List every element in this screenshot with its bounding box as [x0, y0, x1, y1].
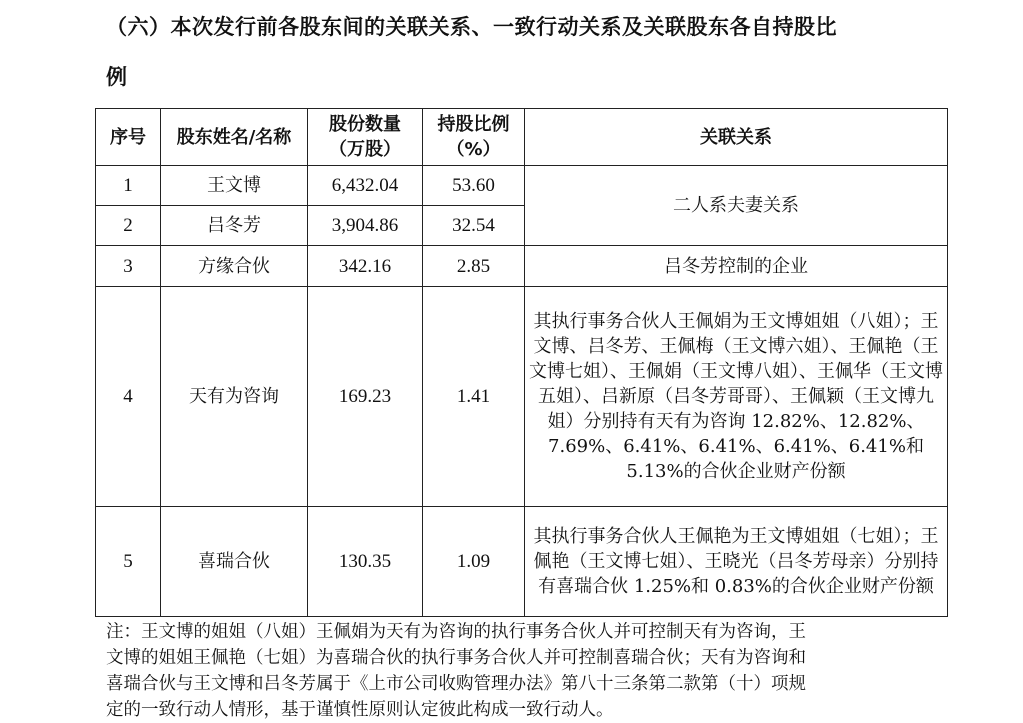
cell-seq: 3 — [96, 246, 161, 287]
cell-name: 王文博 — [161, 166, 308, 206]
cell-ratio: 1.09 — [423, 507, 525, 617]
table-row — [96, 287, 948, 507]
header-seq: 序号 — [96, 109, 161, 166]
cell-seq: 5 — [96, 507, 161, 617]
cell-relation-merged: 二人系夫妻关系 — [525, 166, 948, 246]
cell-relation: 吕冬芳控制的企业 — [525, 246, 948, 287]
table-footnote — [106, 619, 938, 723]
cell-name: 喜瑞合伙 — [161, 507, 308, 617]
footnote-line-2: 文博的姐姐王佩艳（七姐）为喜瑞合伙的执行事务合伙人并可控制喜瑞合伙；天有为咨询和 — [106, 648, 806, 668]
footnote-line-1: 注：王文博的姐姐（八姐）王佩娟为天有为咨询的执行事务合伙人并可控制天有为咨询，王 — [106, 622, 806, 642]
footnote-line-3: 喜瑞合伙与王文博和吕冬芳属于《上市公司收购管理办法》第八十三条第二款第（十）项规 — [106, 674, 806, 694]
cell-seq: 2 — [96, 206, 161, 246]
cell-seq: 4 — [96, 287, 161, 507]
header-shares: 股份数量（万股） — [308, 109, 423, 166]
section-heading — [106, 2, 966, 102]
cell-name: 方缘合伙 — [161, 246, 308, 287]
cell-ratio: 32.54 — [423, 206, 525, 246]
cell-name: 天有为咨询 — [161, 287, 308, 507]
footnote-line-4: 定的一致行动人情形，基于谨慎性原则认定彼此构成一致行动人。 — [106, 700, 614, 720]
cell-shares: 169.23 — [308, 287, 423, 507]
header-name: 股东姓名/名称 — [161, 109, 308, 166]
header-relation: 关联关系 — [525, 109, 948, 166]
table-row — [96, 246, 948, 287]
cell-relation: 其执行事务合伙人王佩艳为王文博姐姐（七姐）；王佩艳（王文博七姐）、王晓光（吕冬芳母亲）分别持有喜瑞合伙 1.25%和 0.83%的合伙企业财产份额 — [525, 507, 948, 617]
shareholder-table — [95, 108, 948, 617]
cell-name: 吕冬芳 — [161, 206, 308, 246]
cell-shares: 342.16 — [308, 246, 423, 287]
cell-seq: 1 — [96, 166, 161, 206]
cell-ratio: 53.60 — [423, 166, 525, 206]
header-ratio: 持股比例（%） — [423, 109, 525, 166]
heading-line-2: 例 — [106, 65, 128, 89]
cell-ratio: 2.85 — [423, 246, 525, 287]
cell-shares: 3,904.86 — [308, 206, 423, 246]
table-row — [96, 507, 948, 617]
cell-relation: 其执行事务合伙人王佩娟为王文博姐姐（八姐）；王文博、吕冬芳、王佩梅（王文博六姐）、王佩艳（王文博七姐）、王佩娟（王文博八姐）、王佩华（王文博五姐）、吕新原（吕冬芳哥哥）、王佩颖（王文博九姐）分别持有天有为咨询 12.82%、12.82%、7.69%、6.41%、6.41%、6.41%、6.41%和 5.13%的合伙企业财产份额 — [525, 287, 948, 507]
table-row — [96, 166, 948, 206]
cell-ratio: 1.41 — [423, 287, 525, 507]
cell-shares: 6,432.04 — [308, 166, 423, 206]
heading-line-1: （六）本次发行前各股东间的关联关系、一致行动关系及关联股东各自持股比 — [106, 15, 837, 39]
cell-shares: 130.35 — [308, 507, 423, 617]
table-header-row — [96, 109, 948, 166]
